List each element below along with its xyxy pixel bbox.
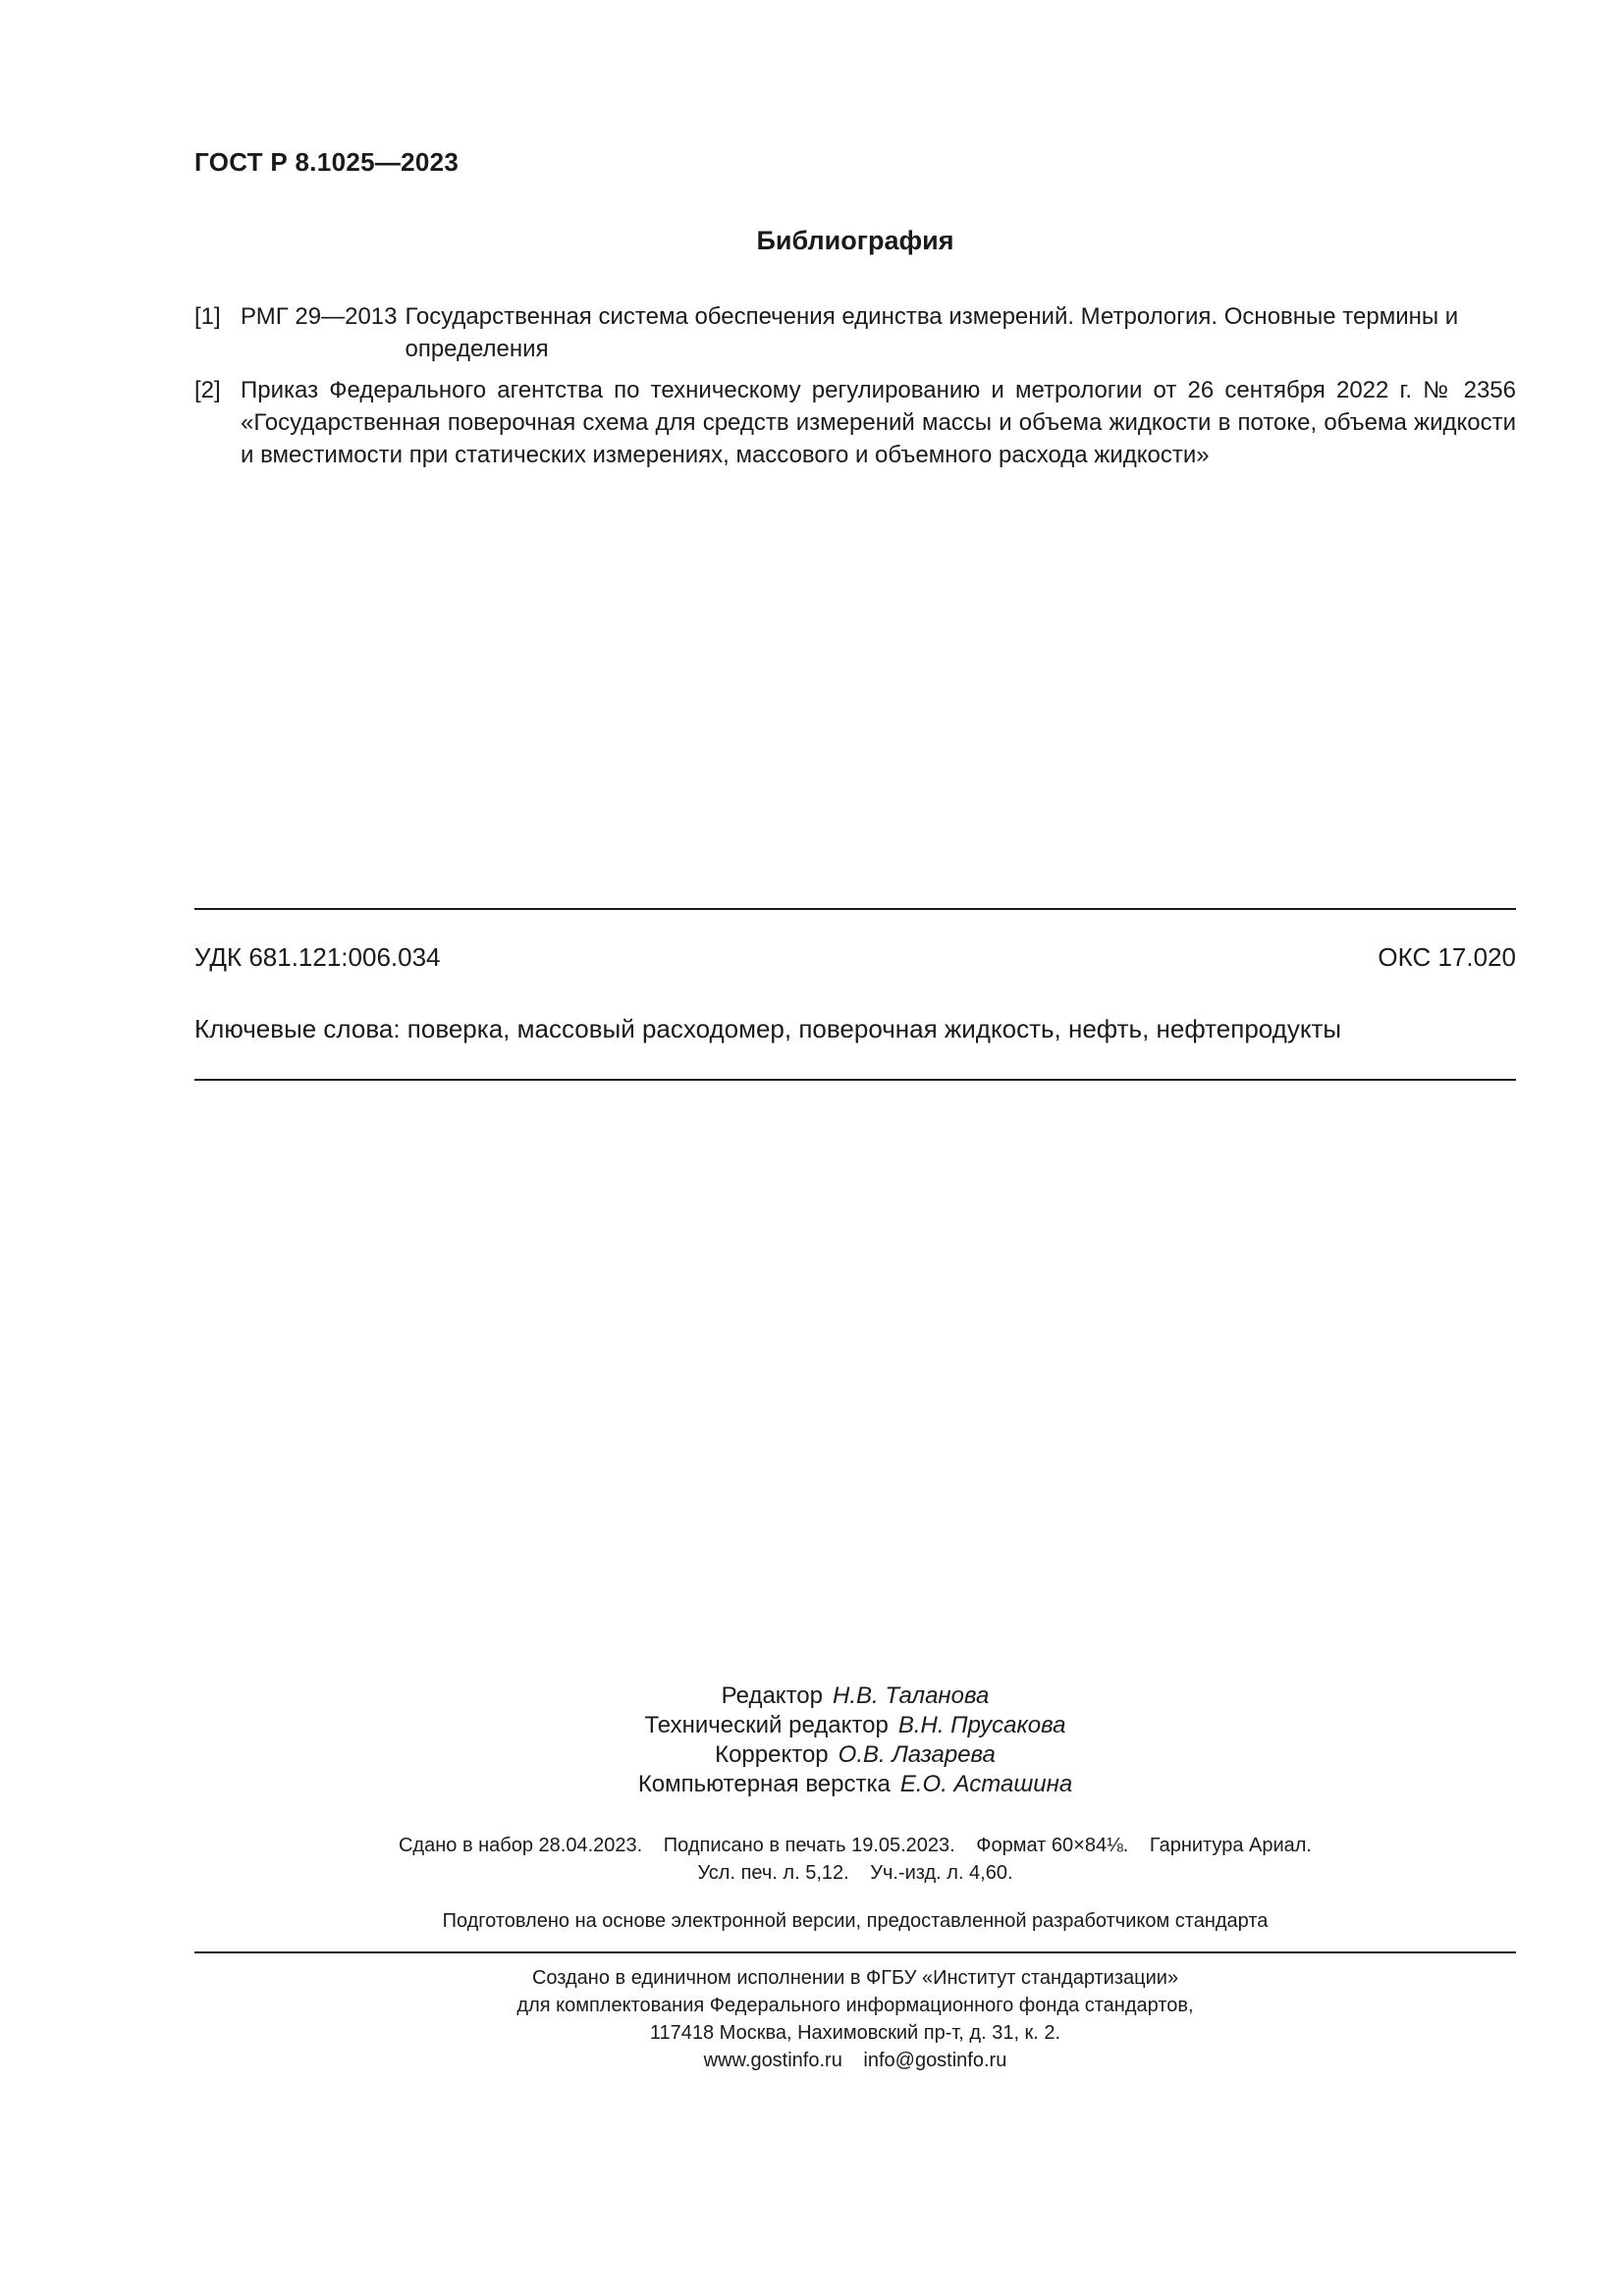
print-info-line-2: Усл. печ. л. 5,12. Уч.-изд. л. 4,60. — [697, 1862, 1013, 1884]
document-code: ГОСТ Р 8.1025—2023 — [194, 147, 460, 177]
print-info-line-1: Сдано в набор 28.04.2023. Подписано в печать 19.05.2023. Формат 60×84⅛. Гарнитура Ариал. — [398, 1835, 1312, 1856]
publisher-contacts — [194, 2047, 1516, 2074]
bibliography-item — [194, 374, 1516, 471]
keywords: Ключевые слова: поверка, массовый расходомер, поверочная жидкость, нефть, нефтепродукты — [194, 1014, 1342, 1043]
oks-code: ОКС 17.020 — [1378, 942, 1516, 972]
publisher-line-1: Создано в единичном исполнении в ФГБУ «Институт стандартизации» — [531, 1967, 1179, 1989]
bibliography-item — [194, 300, 1516, 365]
email-link[interactable]: info@gostinfo.ru — [863, 2050, 1007, 2071]
bibliography-item-code: РМГ 29—2013 — [241, 303, 398, 330]
credit-technical-editor: Технический редактор В.Н. Прусакова — [644, 1712, 1066, 1738]
credit-layout: Компьютерная верстка Е.О. Асташина — [637, 1771, 1073, 1797]
bibliography-item-text: Государственная система обеспечения единства измерений. Метрология. Основные термины и определения — [405, 303, 1459, 362]
bibliography-item-number: [1] — [194, 303, 221, 330]
bibliography-list — [194, 300, 1516, 480]
publisher-address: 117418 Москва, Нахимовский пр-т, д. 31, к. 2. — [649, 2022, 1061, 2044]
divider-middle — [194, 1079, 1516, 1081]
bibliography-item-text: Приказ Федерального агентства по техническому регулированию и метрологии от 26 сентября 2022 г. № 2356 «Государственная поверочная схема для средств измерений массы и объема жидкости в потоке, объема жидкости и вместимости при статических измерениях, массового и объемного расхода жидкости» — [241, 377, 1516, 468]
print-info — [194, 1832, 1516, 1887]
credit-editor: Редактор Н.В. Таланова — [721, 1682, 990, 1709]
bibliography-title: Библиография — [756, 226, 954, 255]
website-link[interactable]: www.gostinfo.ru — [703, 2050, 842, 2071]
divider-bottom — [194, 1951, 1516, 1953]
credits-block — [194, 1682, 1516, 1799]
publisher-line-2: для комплектования Федерального информационного фонда стандартов, — [516, 1995, 1194, 2016]
credit-proofreader: Корректор О.В. Лазарева — [715, 1741, 996, 1768]
publisher-block — [194, 1964, 1516, 2074]
bibliography-item-number: [2] — [194, 377, 221, 403]
divider-top — [194, 908, 1516, 910]
prepared-note: Подготовлено на основе электронной версии, предоставленной разработчиком стандарта — [442, 1910, 1269, 1932]
udk-code: УДК 681.121:006.034 — [194, 942, 441, 972]
